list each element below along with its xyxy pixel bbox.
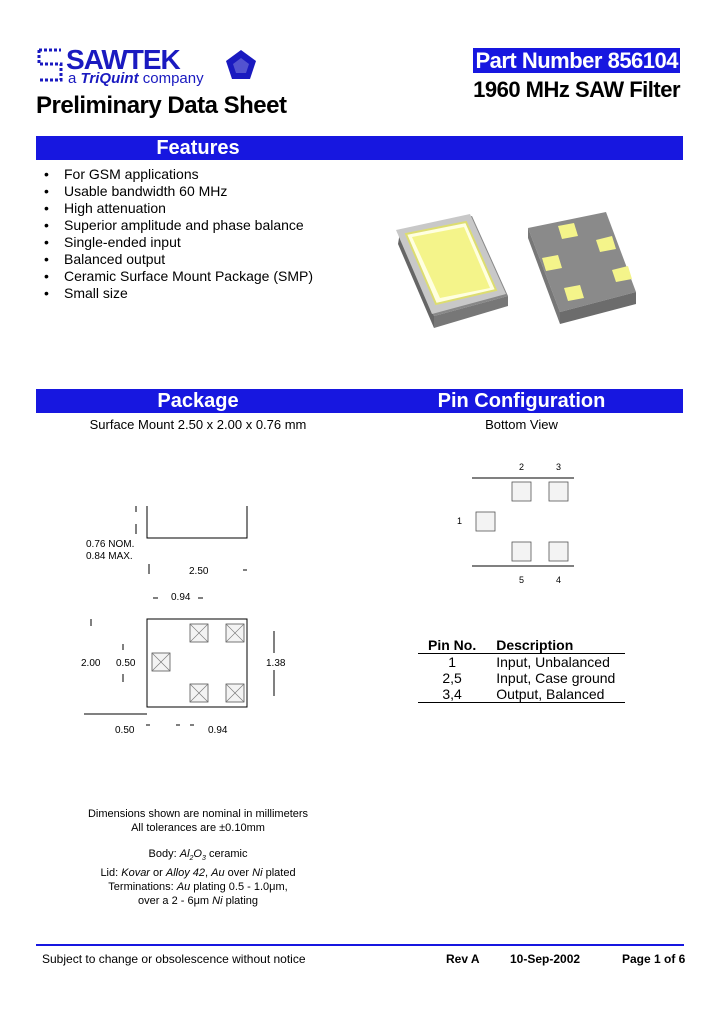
pin-cell: 1 [448,654,457,670]
terminations-line: Terminations: Au plating 0.5 - 1.0μm, [108,881,288,894]
package-bottom-image [524,208,644,328]
description-cell: Input, Unbalanced [496,654,610,670]
logo-s-glyph [36,46,66,86]
list-item: • For GSM applications [42,166,313,183]
list-item: • Single-ended input [42,234,313,251]
footer-divider [36,944,684,946]
footer-page: Page 1 of 6 [622,952,686,966]
footer-rev: Rev A [446,952,480,966]
dim-pad-y: 0.50 [116,658,136,669]
lid-material-line: Lid: Kovar or Alloy 42, Au over Ni plated [100,867,296,880]
dim-pad-offset: 0.94 [171,592,191,603]
column-header-description: Description [486,637,625,654]
footer-date: 10-Sep-2002 [510,952,581,966]
dim-bottom-right: 0.94 [208,725,228,736]
table-row [418,670,625,686]
pin-label-2: 2 [519,462,525,472]
doc-title: Preliminary Data Sheet [36,92,287,119]
features-heading-ext [360,136,683,160]
dim-width: 2.50 [189,566,209,577]
table-row [418,686,625,703]
package-top-image [388,210,518,330]
description-cell: Output, Balanced [496,686,605,702]
pin-table [418,637,625,703]
features-list [42,166,313,302]
logo-tagline: a TriQuint company [68,70,204,87]
list-item: • Small size [42,285,313,302]
pin-config-heading: Pin Configuration [360,389,683,413]
pin-label-3: 3 [556,462,562,472]
product-name: 1960 MHz SAW Filter [473,77,680,102]
terminations-line-2: over a 2 - 6μm Ni plating [137,895,259,908]
note-line: All tolerances are ±0.10mm [131,822,265,834]
column-header-pin: Pin No. [418,637,486,654]
package-notes [36,807,360,835]
dim-pad-span: 1.38 [266,658,286,669]
list-item: • Ceramic Surface Mount Package (SMP) [42,268,313,285]
package-caption: Surface Mount 2.50 x 2.00 x 0.76 mm [89,417,307,432]
pin-cell: 3,4 [442,686,462,702]
package-materials [36,847,360,908]
list-item: • Balanced output [42,251,313,268]
dim-depth: 2.00 [81,658,101,669]
list-item: • Usable bandwidth 60 MHz [42,183,313,200]
pentagon-logo-icon [224,48,258,82]
pin-label-1: 1 [457,516,463,526]
pin-cell: 2,5 [442,670,462,686]
part-number: Part Number 856104 [475,48,678,73]
footer-notice: Subject to change or obsolescence without notice [42,952,306,966]
pin-label-4: 4 [556,575,562,585]
list-item: • High attenuation [42,200,313,217]
company-logo [36,44,261,88]
pin-config-caption: Bottom View [485,417,558,432]
table-header-row [418,637,625,654]
logo-company-name: SAWTEK [66,44,180,75]
note-line: Dimensions shown are nominal in millimeters [87,808,309,820]
list-item: • Superior amplitude and phase balance [42,217,313,234]
dim-height-max: 0.84 MAX. [86,551,133,562]
pin-label-5: 5 [519,575,525,585]
description-cell: Input, Case ground [496,670,616,686]
package-heading: Package [36,389,360,413]
table-row [418,654,625,671]
features-heading: Features [36,136,360,160]
pin-config-drawing [470,475,580,585]
dim-height-nom: 0.76 NOM. [86,539,135,550]
dim-bottom-left: 0.50 [115,725,135,736]
package-drawing [80,498,280,728]
body-material-line: Body: $Al_2O_3$ ceramic [148,848,248,863]
